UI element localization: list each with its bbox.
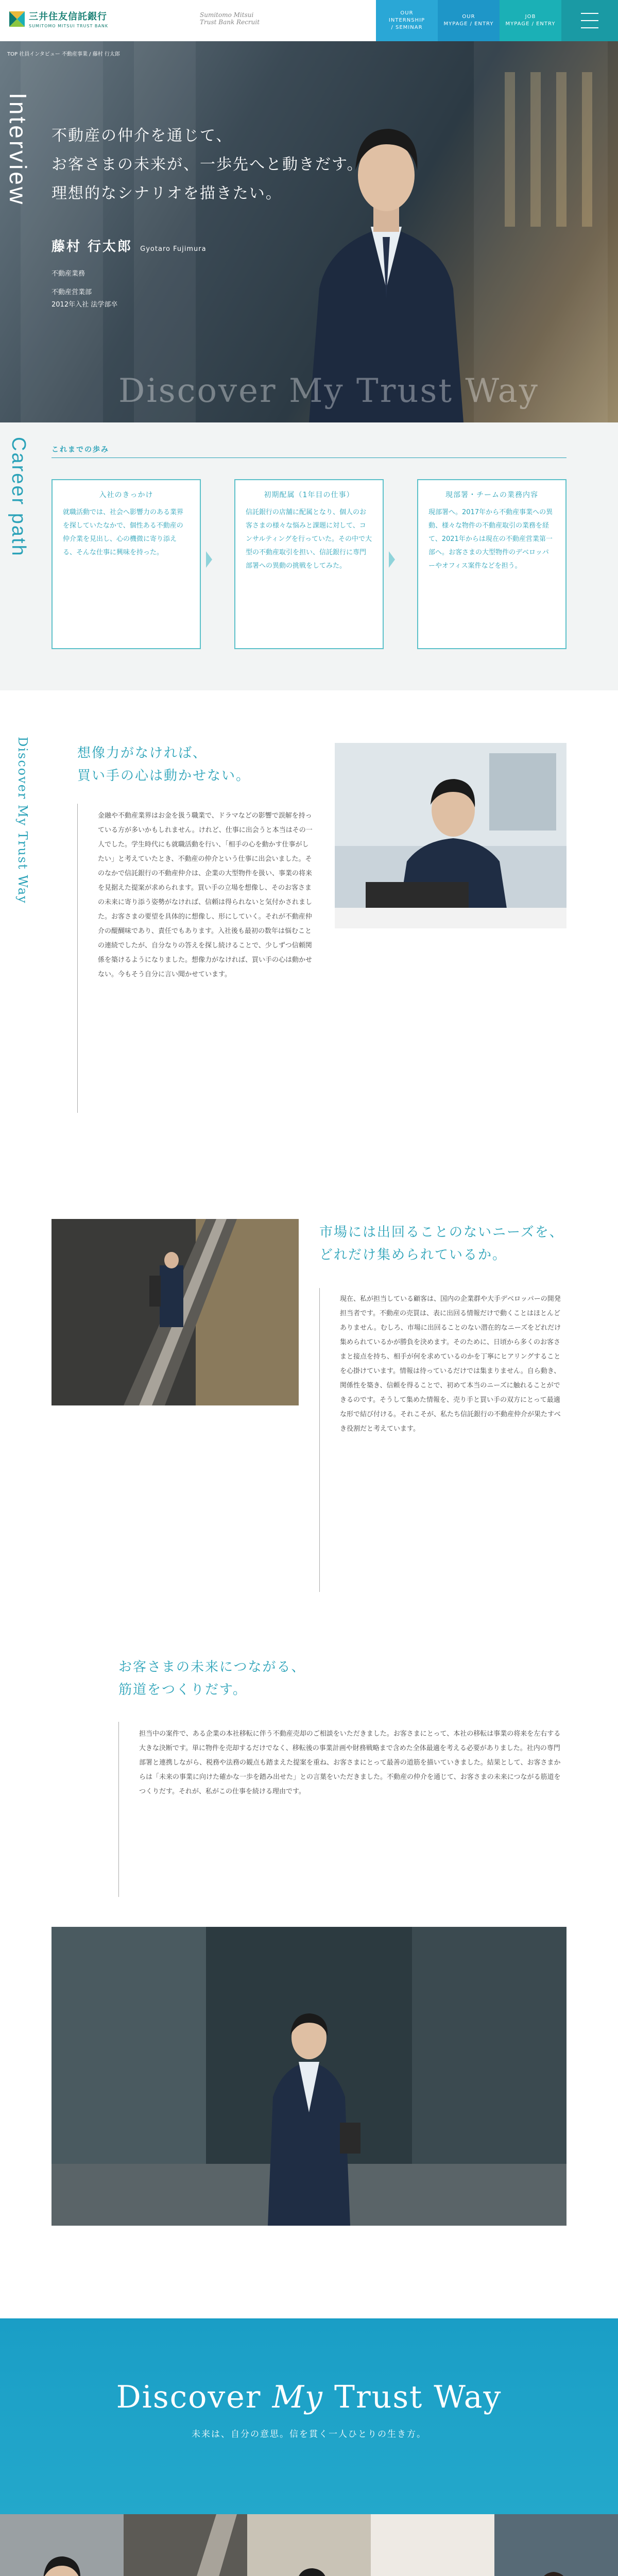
career-box [417, 479, 566, 649]
hero-lead-line: お客さまの未来が、一歩先へと動きだす。 [52, 156, 364, 174]
story-heading-line: お客さまの未来につながる、 [118, 1659, 306, 1675]
walking-photo [52, 1927, 566, 2226]
story-heading-line: 市場には出回ることのないニーズを、 [319, 1225, 564, 1240]
person-info [52, 268, 117, 311]
site-header [0, 0, 618, 41]
discover-title-part: Trust Way [323, 2379, 502, 2415]
person-info-line: 2012年入社 法学部卒 [52, 301, 118, 309]
hero-lead-line: 不動産の仲介を通じて、 [52, 127, 233, 145]
section-vertical-title: Interview [5, 93, 31, 207]
card-photo [0, 2514, 124, 2576]
discover-subtitle: 未来は、自分の意思。信を貫く一人ひとりの生き方。 [192, 2429, 426, 2439]
story-heading [319, 1221, 564, 1266]
career-box-body: 現部署へ。2017年から不動産事業への異動、様々な物件の不動産取引の業務を経て、2021年からは現在の不動産営業第一部へ。お客さまの大型物件のデベロッパーやオフィス案件などを担う。 [428, 509, 553, 570]
breadcrumb[interactable]: TOP 社員インタビュー 不動産事業 / 藤村 行太郎 [7, 52, 120, 57]
career-box-title: 入社のきっかけ [99, 491, 153, 499]
logo[interactable] [9, 9, 260, 28]
person-name [52, 236, 207, 255]
career-title-text: これまでの歩み [52, 446, 109, 454]
nav-job-entry-button[interactable] [500, 0, 561, 41]
story-heading-line: 想像力がなければ、 [77, 745, 208, 761]
career-box [52, 479, 201, 649]
nav-label: / SEMINAR [391, 25, 423, 30]
story-body: 担当中の案件で、ある企業の本社移転に伴う不動産売却のご相談をいただきました。お客さまにとって、本社の移転は事業の将来を左右する大きな決断です。単に物件を売却するだけでなく、移転後の事業計画や財務戦略まで含めた全体最適を考える必要がありました。社内の専門部署と連携しながら、税務や法務の観点も踏まえた提案を重ね、お客さまにとって最善の道筋を描いていきました。結果として、お客さまからは「未来の事業に向けた確かな一歩を踏み出せた」との言葉をいただきました。不動産の仲介を通じて、お客さまの未来につながる筋道をつくりだす。それが、私がこの仕事を続ける理由です。 [139, 1730, 561, 1795]
logo-text-en: SUMITOMO MITSUI TRUST BANK [29, 24, 109, 28]
interview-card[interactable] [124, 2514, 247, 2576]
divider [77, 804, 78, 1113]
story-body: 金融や不動産業界はお金を扱う職業で、ドラマなどの影響で誤解を持っている方が多いかもしれません。けれど、仕事に出会うと本当はその一人でした。学生時代にも就職活動を行い、「相手の心を動かす仕事がしたい」と考えていたとき、不動産の仲介という仕事に出会いました。そのなかで信託銀行の不動産仲介は、企業の大型物件を扱い、事業の将来を見据えた提案が求められます。買い手の立場を想像し、そのお客さまの未来に寄り添う姿勢がなければ、信頼は得られないと気付かされました。お客さまの要望を具体的に想像し、形にしていく。それが不動産仲介の醍醐味であり、責任でもあります。入社後も最初の数年は悩むことの連続でしたが、自分なりの答えを探し続けることで、少しずつ信頼関係を築けるようになりました。想像力がなければ、買い手の心は動かせない。今もそう自分に言い聞かせています。 [98, 812, 313, 978]
career-box [234, 479, 384, 649]
chevron-right-icon [206, 551, 212, 568]
card-photo [124, 2514, 247, 2576]
career-box-body: 信託銀行の店舗に配属となり、個人のお客さまの様々な悩みと課題に対して、コンサルティングを行っていた。その中で大型の不動産取引を担い、信託銀行に専門部署への異動の挑戦をしてみた。 [246, 509, 372, 570]
card-photo [494, 2514, 618, 2576]
nav-internship-button[interactable] [376, 0, 438, 41]
divider [319, 1288, 320, 1592]
nav-label: MYPAGE / ENTRY [443, 21, 494, 27]
hero-lead [52, 122, 364, 208]
story-heading-line: どれだけ集められているか。 [319, 1247, 507, 1263]
interview-card[interactable] [247, 2514, 371, 2576]
menu-icon[interactable] [561, 0, 618, 41]
career-vertical-title: Career path [8, 437, 29, 557]
discover-title-part: Discover [116, 2379, 272, 2415]
divider [118, 1722, 119, 1897]
nav-label: INTERNSHIP [388, 18, 425, 23]
person-name-jp: 藤村 行太郎 [52, 239, 133, 255]
nav-label: OUR [400, 10, 414, 16]
logo-mark-icon [9, 11, 25, 27]
interview-card[interactable] [371, 2514, 494, 2576]
person-dept: 不動産業務 [52, 270, 85, 278]
hero-lead-line: 理想的なシナリオを描きたい。 [52, 184, 282, 202]
person-info-line: 不動産営業部 [52, 289, 92, 296]
nav-label: JOB [525, 14, 536, 20]
office-laptop-photo [335, 743, 566, 928]
story-body: 現在、私が担当している顧客は、国内の企業群や大手デベロッパーの開発担当者です。不動産の売買は、表に出回る情報だけで動くことはほとんどありません。むしろ、市場に出回ることのない潜在的なニーズをどれだけ集められているかが勝負を決めます。そのために、日頃から多くのお客さまと接点を持ち、相手が何を求めているのかを丁寧にヒアリングすることを心掛けています。情報は待っているだけでは集まりません。自ら動き、関係性を築き、信頼を得ることで、初めて本当のニーズに触れることができるのです。そうして集めた情報を、売り手と買い手の双方にとって最適な形で結び付ける。それこそが、私たち信託銀行の不動産仲介が果たすべき役割だと考えています。 [340, 1295, 561, 1433]
story-heading-line: 筋道をつくりだす。 [118, 1682, 247, 1698]
career-title [52, 444, 109, 454]
hero-watermark: Discover My Trust Way [118, 372, 539, 410]
chevron-right-icon [389, 551, 395, 568]
interview-card[interactable] [0, 2514, 124, 2576]
story-heading [77, 742, 250, 787]
recruit-tagline: Sumitomo Mitsui Trust Bank Recruit [200, 11, 260, 26]
discover-title [0, 2379, 618, 2415]
nav-mypage-button[interactable] [438, 0, 500, 41]
logo-text: 三井住友信託銀行 [29, 11, 107, 22]
card-photo [371, 2514, 494, 2576]
career-box-body: 就職活動では、社会へ影響力のある業界を探していたなかで、個性ある不動産の仲介業を見出し、心の機微に寄り添える、そんな仕事に興味を持った。 [63, 509, 184, 556]
discover-title-part: My [272, 2379, 323, 2415]
escalator-photo [52, 1219, 299, 1405]
person-name-en: Gyotaro Fujimura [140, 245, 207, 253]
story-vertical-label: Discover My Trust Way [15, 737, 30, 904]
story-heading-line: 買い手の心は動かせない。 [77, 768, 251, 784]
career-box-title: 現部署・チームの業務内容 [445, 491, 538, 499]
card-photo [247, 2514, 371, 2576]
story-heading [118, 1656, 305, 1701]
nav-label: OUR [462, 14, 475, 20]
nav-label: MYPAGE / ENTRY [505, 21, 556, 27]
career-box-title: 初期配属（1年目の仕事） [264, 491, 354, 499]
interview-card[interactable] [494, 2514, 618, 2576]
